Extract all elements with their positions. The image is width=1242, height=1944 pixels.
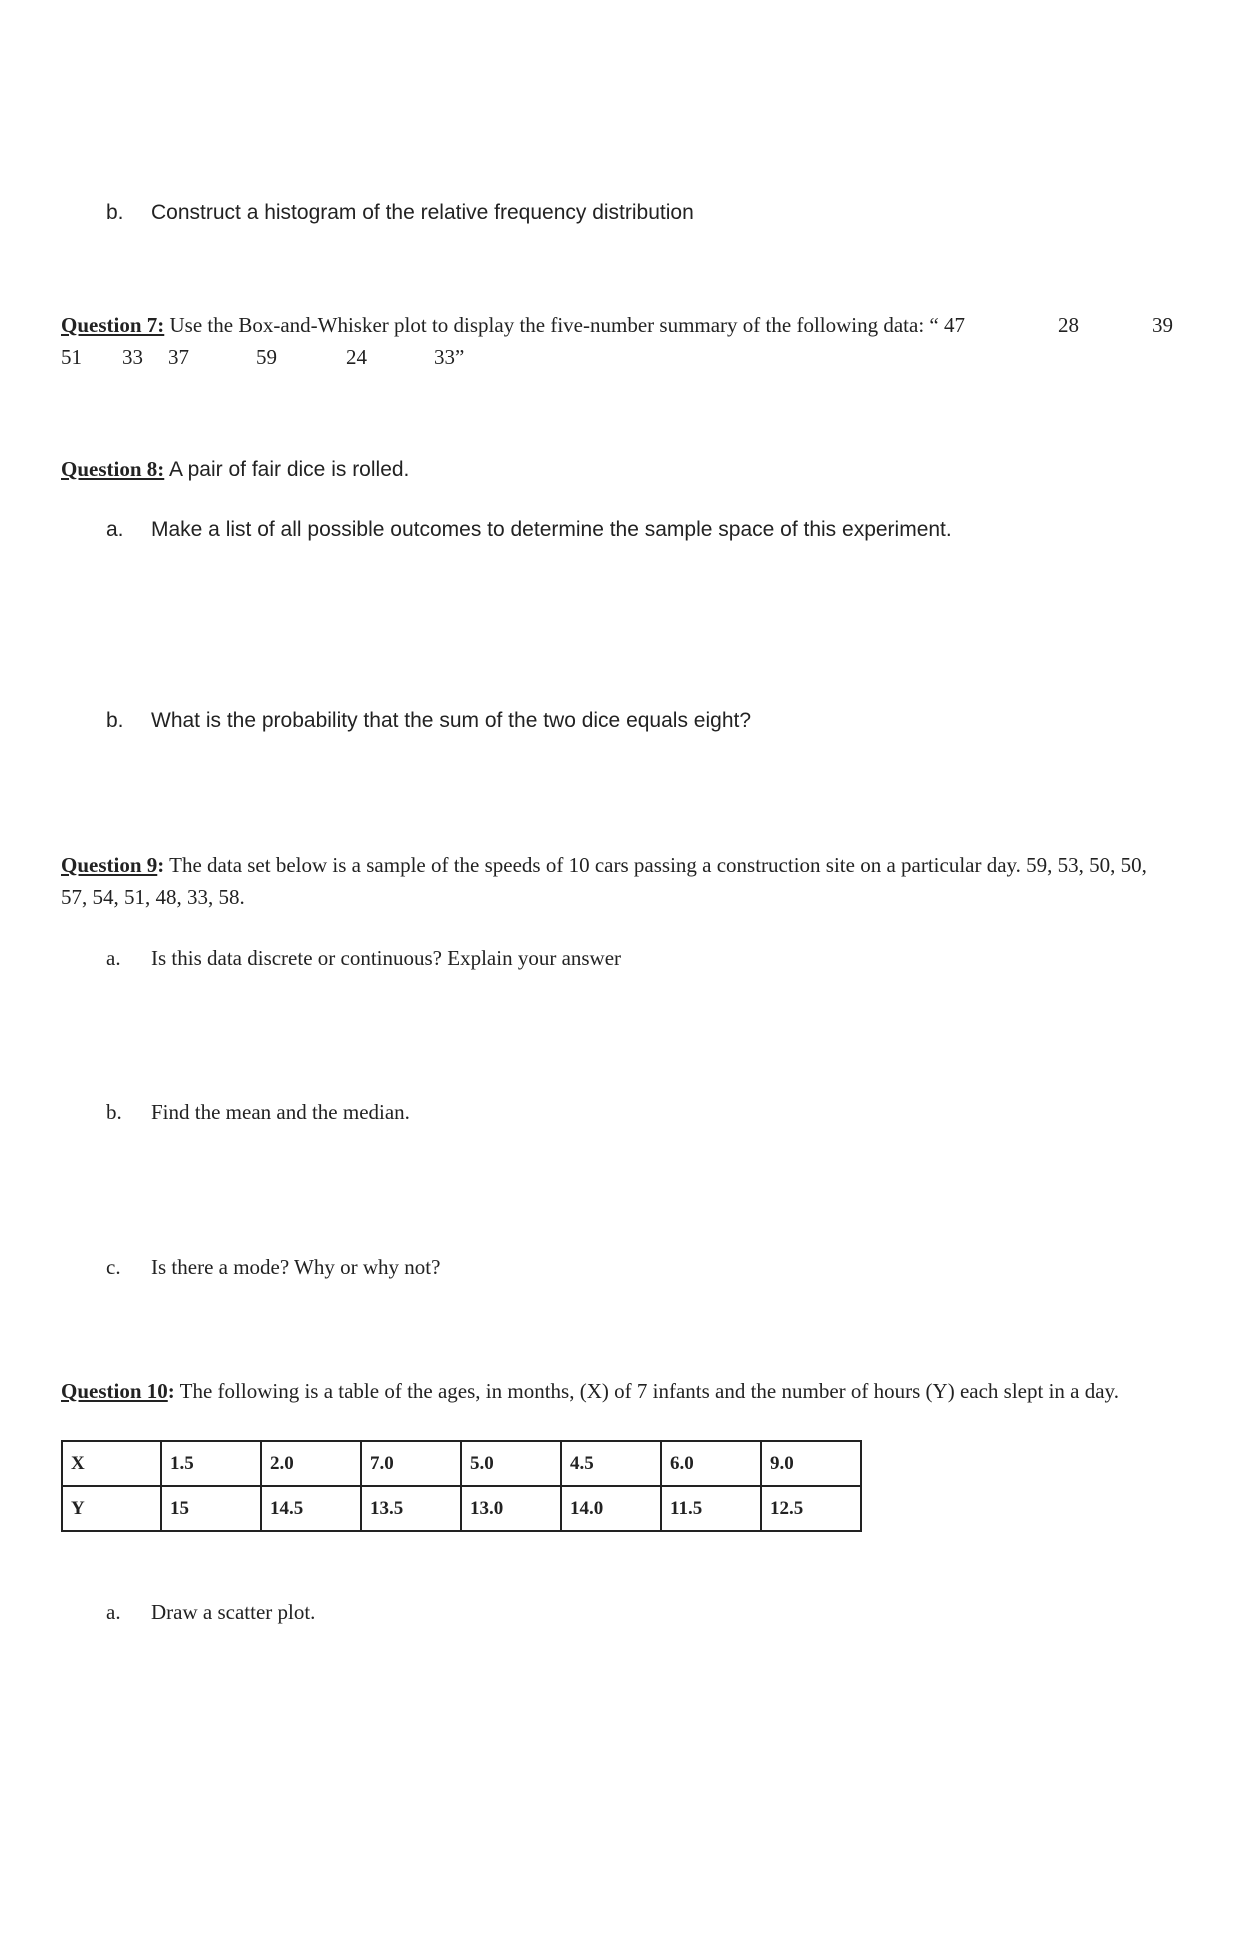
q8-part-a-text: Make a list of all possible outcomes to determine the sample space of this experiment. xyxy=(151,518,952,541)
table-row-header: X xyxy=(62,1441,161,1486)
table-cell: 7.0 xyxy=(361,1441,461,1486)
table-cell: 9.0 xyxy=(761,1441,861,1486)
list-marker: a. xyxy=(106,946,121,970)
q7-value-59: 59 xyxy=(256,345,277,369)
q8-part-a xyxy=(106,518,952,542)
q8-label: Question 8: xyxy=(61,457,165,481)
table-cell: 6.0 xyxy=(661,1441,761,1486)
list-marker: b. xyxy=(106,709,124,732)
q10-part-a xyxy=(106,1600,315,1625)
q9-part-b xyxy=(106,1100,410,1125)
q10-line xyxy=(61,1379,1119,1404)
q10-part-a-text: Draw a scatter plot. xyxy=(151,1600,316,1624)
q6-part-b-text: Construct a histogram of the relative frequency distribution xyxy=(151,201,694,224)
q7-text: Use the Box-and-Whisker plot to display the five-number summary of the following data: “ 47 xyxy=(164,313,965,337)
q9-part-a xyxy=(106,946,621,971)
q7-value-39: 39 xyxy=(1152,313,1173,337)
q7-value-37: 37 xyxy=(168,345,189,369)
q10-data-table xyxy=(61,1440,862,1532)
table-cell: 14.5 xyxy=(261,1486,361,1531)
q7-value-33: 33 xyxy=(122,345,143,369)
q9-part-b-text: Find the mean and the median. xyxy=(151,1100,410,1124)
q9-part-a-text: Is this data discrete or continuous? Explain your answer xyxy=(151,946,622,970)
q9-part-c xyxy=(106,1255,440,1280)
table-cell: 15 xyxy=(161,1486,261,1531)
table-cell: 14.0 xyxy=(561,1486,661,1531)
list-marker: c. xyxy=(106,1255,121,1279)
table-row xyxy=(62,1486,861,1531)
q7-value-24: 24 xyxy=(346,345,367,369)
table-cell: 13.5 xyxy=(361,1486,461,1531)
q9-line2: 57, 54, 51, 48, 33, 58. xyxy=(61,885,245,909)
table-cell: 11.5 xyxy=(661,1486,761,1531)
q9-line1 xyxy=(61,853,1147,878)
q8-part-b-text: What is the probability that the sum of the two dice equals eight? xyxy=(151,709,752,732)
q8-part-b xyxy=(106,709,751,733)
list-marker: b. xyxy=(106,201,124,224)
table-cell: 12.5 xyxy=(761,1486,861,1531)
q8-line xyxy=(61,457,409,482)
list-marker: b. xyxy=(106,1100,122,1124)
q10-text: The following is a table of the ages, in months, (X) of 7 infants and the number of hours (Y) each slept in a day. xyxy=(174,1379,1119,1403)
q7-label: Question 7: xyxy=(61,313,165,337)
list-marker: a. xyxy=(106,518,124,541)
table-row-header: Y xyxy=(62,1486,161,1531)
q9-text-line1: The data set below is a sample of the speeds of 10 cars passing a construction site on a particular day. 59, 53, 50, 50, xyxy=(164,853,1147,877)
q10-label: Question 10: xyxy=(61,1379,175,1403)
q8-text: A pair of fair dice is rolled. xyxy=(164,458,410,481)
table-cell: 13.0 xyxy=(461,1486,561,1531)
table-row xyxy=(62,1441,861,1486)
list-marker: a. xyxy=(106,1600,121,1624)
q7-value-28: 28 xyxy=(1058,313,1079,337)
q7-value-33-end: 33” xyxy=(434,345,465,369)
table-cell: 1.5 xyxy=(161,1441,261,1486)
q9-label: Question 9: xyxy=(61,853,165,877)
table-cell: 5.0 xyxy=(461,1441,561,1486)
table-cell: 4.5 xyxy=(561,1441,661,1486)
q9-part-c-text: Is there a mode? Why or why not? xyxy=(151,1255,441,1279)
q7-value-51: 51 xyxy=(61,345,82,369)
table-cell: 2.0 xyxy=(261,1441,361,1486)
q6-part-b xyxy=(106,201,694,225)
q7-line1 xyxy=(61,313,965,338)
